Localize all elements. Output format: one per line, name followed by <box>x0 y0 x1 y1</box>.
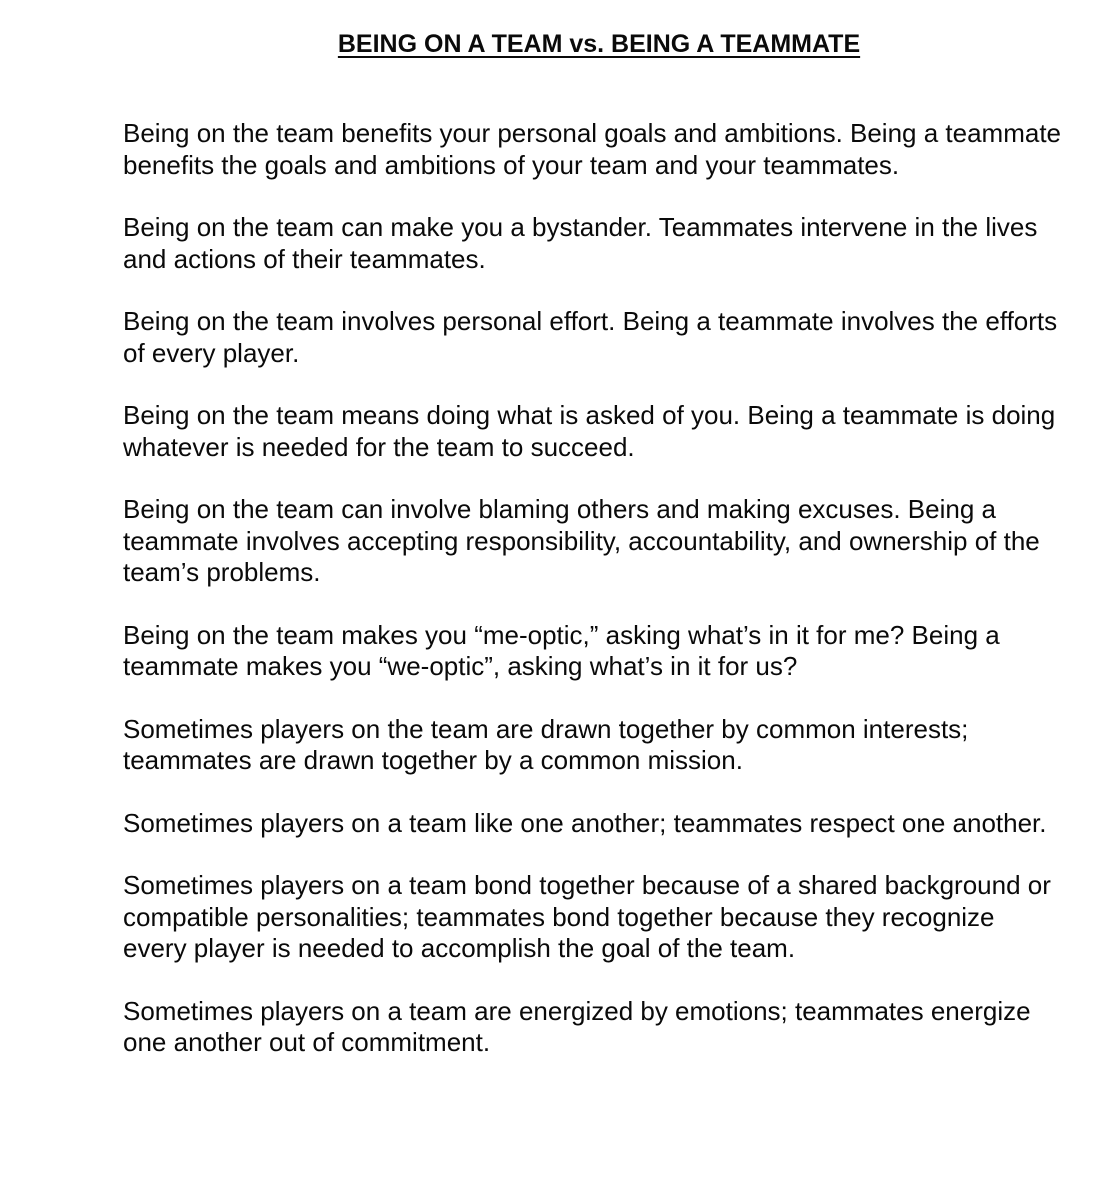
document-title: BEING ON A TEAM vs. BEING A TEAMMATE <box>337 30 861 58</box>
paragraph-6: Being on the team makes you “me-optic,” asking what’s in it for me? Being a teammate makes you “we-optic”, asking what’s in it for us? <box>123 619 1000 681</box>
paragraph-5: Being on the team can involve blaming others and making excuses. Being a teammate involves accepting responsibility, accountability, and ownership of the team’s problems. <box>123 494 1040 587</box>
paragraph-1: Being on the team benefits your personal goals and ambitions. Being a teammate benefits the goals and ambitions of your team and your teammates. <box>123 118 1062 180</box>
paragraph-3: Being on the team involves personal effort. Being a teammate involves the efforts of every player. <box>123 306 1058 368</box>
paragraph-9: Sometimes players on a team bond together because of a shared background or compatible personalities; teammates bond together because they recognize every player is needed to accomplish the goal of the team. <box>123 870 1051 963</box>
paragraph-7: Sometimes players on the team are drawn together by common interests; teammates are drawn together by a common mission. <box>123 713 969 775</box>
paragraph-4: Being on the team means doing what is asked of you. Being a teammate is doing whatever is needed for the team to succeed. <box>123 400 1056 462</box>
document-body <box>123 118 1063 1090</box>
paragraph-2: Being on the team can make you a bystander. Teammates intervene in the lives and actions of their teammates. <box>123 212 1038 274</box>
paragraph-8: Sometimes players on a team like one another; teammates respect one another. <box>123 807 1047 838</box>
paragraph-10: Sometimes players on a team are energized by emotions; teammates energize one another out of commitment. <box>123 995 1031 1057</box>
